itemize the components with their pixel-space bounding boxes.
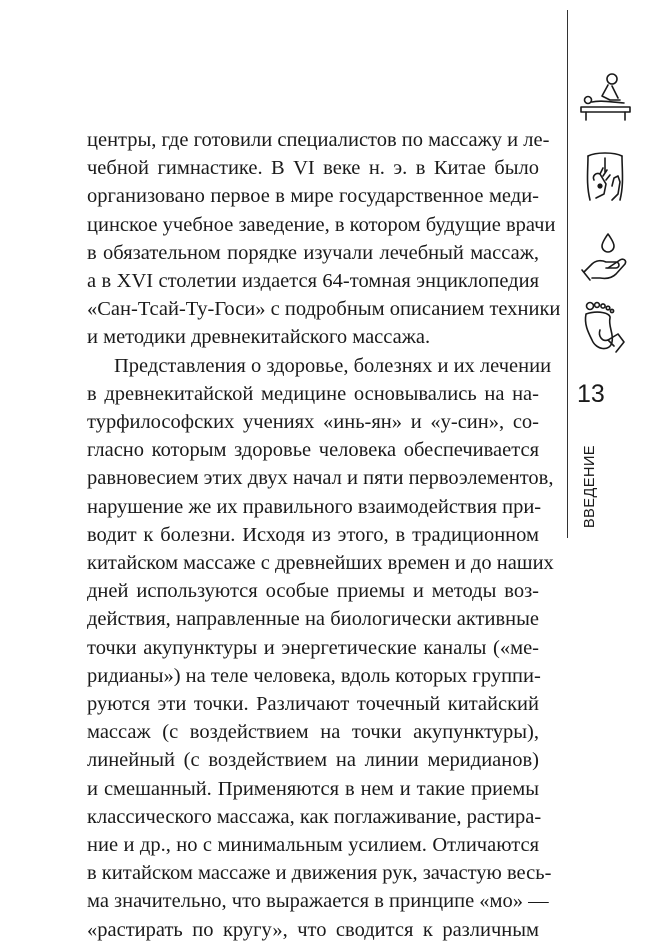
text-line: действия, направленные на биологически активные xyxy=(87,608,539,631)
page-number: 13 xyxy=(577,380,605,408)
text-line: нарушение же их правильного взаимодействия при- xyxy=(87,495,542,518)
text-line: в обязательном порядке изучали лечебный массаж, xyxy=(87,241,539,264)
text-line: массаж (с воздействием на точки акупунктуры), xyxy=(87,721,539,744)
text-line: равновесием этих двух начал и пяти первоэлементов, xyxy=(87,467,554,490)
text-line: точки акупунктуры и энергетические каналы («ме- xyxy=(87,636,539,659)
text-line: Представления о здоровье, болезнях и их лечении xyxy=(114,354,552,377)
text-line: и смешанный. Применяются в нем и такие приемы xyxy=(87,777,539,800)
text-line: китайском массаже с древнейших времен и до наших xyxy=(87,552,554,575)
text-line: дней используются особые приемы и методы воз- xyxy=(87,580,539,603)
paragraph-1 xyxy=(87,126,561,352)
text-line: чебной гимнастике. В VI веке н. э. в Китае было xyxy=(87,157,539,180)
text-line: классического массажа, как поглаживание, растира- xyxy=(87,805,542,828)
text-line: турфилософских учениях «инь-ян» и «у-син», со- xyxy=(87,411,539,434)
text-line: в древнекитайской медицине основывались на на- xyxy=(87,382,539,405)
text-line: водит к болезни. Исходя из этого, в традиционном xyxy=(87,523,539,546)
text-line: линейный (с воздействием на линии меридианов) xyxy=(87,749,539,772)
section-label: ВВЕДЕНИЕ xyxy=(582,444,598,528)
drop-hand-icon xyxy=(578,228,634,284)
text-line: гласно которым здоровье человека обеспечивается xyxy=(87,439,539,462)
text-line: ние и др., но с минимальным усилием. Отличаются xyxy=(87,834,539,857)
text-line: центры, где готовили специалистов по массажу и ле- xyxy=(87,129,550,151)
massage-table-icon xyxy=(578,70,634,126)
text-line: «растирать по кругу», что сводится к различным xyxy=(87,918,539,941)
text-line: цинское учебное заведение, в котором будущие врачи xyxy=(87,213,556,236)
text-line: ма значительно, что выражается в принципе «мо» — xyxy=(87,890,549,913)
text-line: организовано первое в мире государственное меди- xyxy=(87,185,539,208)
text-line: а в XVI столетии издается 64-томная энциклопедия xyxy=(87,270,539,293)
text-line: «Сан-Тсай-Ту-Госи» с подробным описанием техники xyxy=(87,298,561,321)
back-massage-icon xyxy=(578,150,634,206)
foot-massage-icon xyxy=(578,300,634,356)
text-line: руются эти точки. Различают точечный китайский xyxy=(87,693,539,716)
text-line: ридианы») на теле человека, вдоль которых группи- xyxy=(87,664,541,687)
page-body xyxy=(87,126,561,944)
text-line: и методики древнекитайского массажа. xyxy=(87,326,431,349)
text-line: в китайском массаже и движения рук, зачастую весь- xyxy=(87,862,552,885)
side-rule xyxy=(567,10,568,538)
paragraph-2 xyxy=(87,352,554,944)
